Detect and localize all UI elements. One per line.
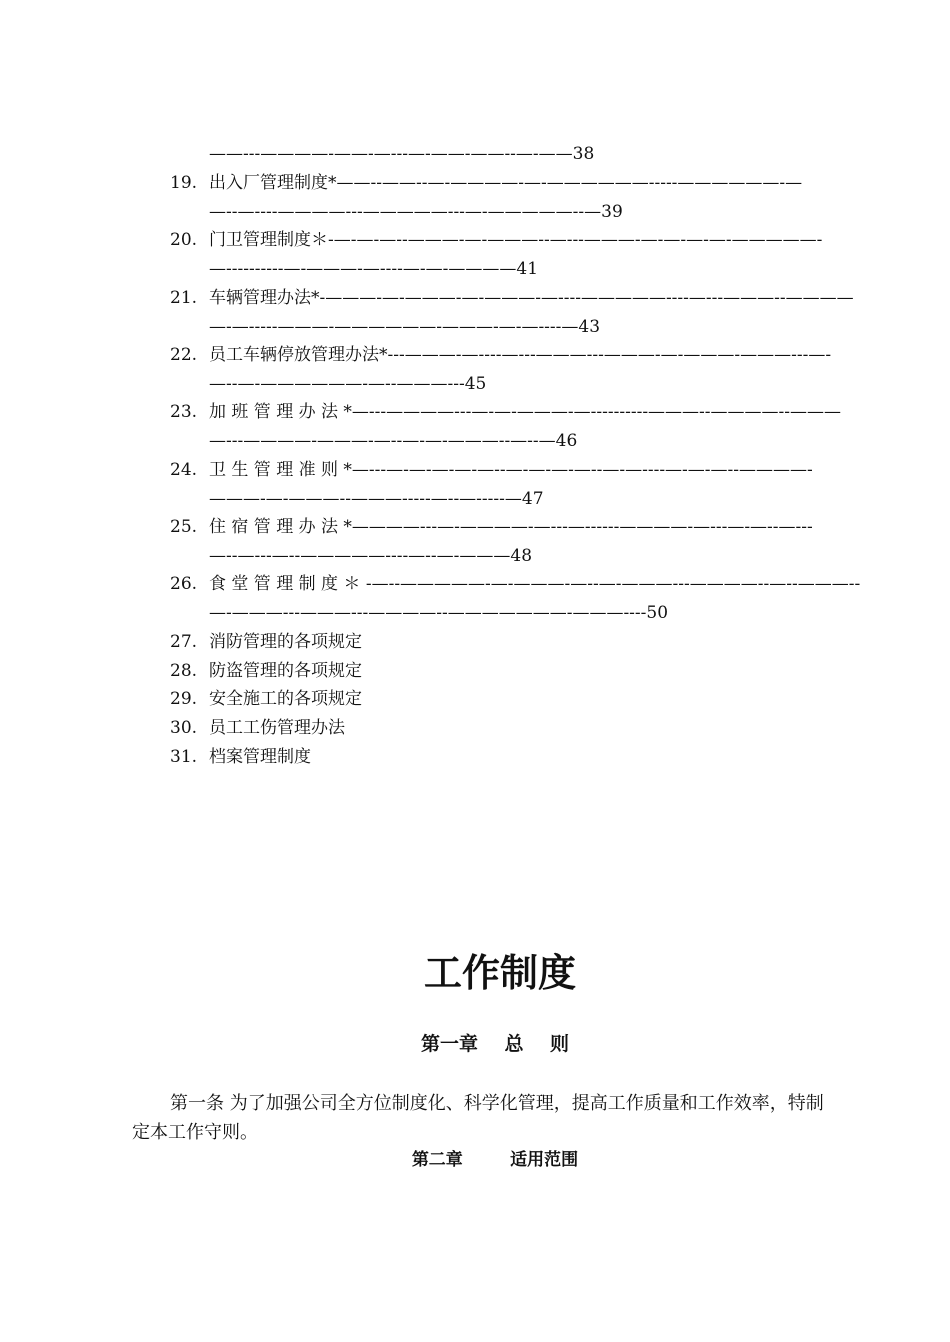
toc-continuation-line (209, 143, 594, 165)
toc-item-text: 消防管理的各项规定 (209, 632, 362, 652)
toc-item-page-leader: —---————-———-—--—-—-———--—--—46 (209, 431, 578, 451)
toc-item-text: 加 班 管 理 办 法 *—---————---—-—-———-—----------———--————--——— (209, 402, 842, 422)
document-title: 工作制度 (423, 951, 576, 995)
toc-item-page-leader: —--—-——————-—--———---45 (209, 374, 487, 394)
toc-item-number: 30. (170, 718, 198, 738)
toc-item-page-leader: —--—---—--—————----—--—-———48 (209, 546, 533, 566)
toc-item-number: 21. (170, 288, 198, 308)
toc-item-number: 26. (170, 574, 198, 594)
toc-item-number: 25. (170, 517, 198, 537)
toc-item-number: 24. (170, 460, 198, 480)
toc-item-number: 19. (170, 173, 198, 193)
article-1-paragraph: 第一条 为了加强公司全方位制度化、科学化管理，提高工作质量和工作效率，特制定本工作守则。 (132, 1093, 824, 1143)
toc-item-number: 23. (170, 402, 198, 422)
toc-item-text: 门卫管理制度＊-—-—-—--———-—-———--—---———-—-—-—-—-—————- (209, 230, 823, 250)
toc-item-text: 防盗管理的各项规定 (209, 661, 362, 681)
toc-item-text: 卫 生 管 理 准 则 *—---—-—-—-—-—--—-—-—-—--—-—----—-—-—--————- (209, 460, 813, 480)
toc-item-text: 员工工伤管理办法 (209, 718, 345, 738)
toc-item-text: 出入厂管理制度*——--——--—-————-—-——————-----——————-— (209, 173, 803, 193)
toc-item-number: 27. (170, 632, 198, 652)
toc-item-page-leader: —-—-----———-——————-———-—-—----—43 (209, 317, 601, 337)
toc-item-text: 食 堂 管 理 制 度 ＊ -—--—————-—-———-—--—-———---————--—--———-- (209, 574, 861, 594)
toc-item-number: 31. (170, 747, 198, 767)
toc-item-page-leader: —--—----————---—————---—-—————--—39 (209, 202, 623, 222)
chapter-2-heading: 第二章 适用范围 (411, 1150, 579, 1170)
chapter-1-heading: 第一章 总 则 (421, 1033, 569, 1055)
toc-item-text: 安全施工的各项规定 (209, 689, 362, 709)
toc-item-text: 档案管理制度 (209, 747, 311, 767)
toc-item-number: 20. (170, 230, 198, 250)
toc-item-text: 员工车辆停放管理办法*---———-—----—---———---———-—-———-———---—- (209, 345, 832, 365)
toc-item-number: 22. (170, 345, 198, 365)
toc-item-number: 29. (170, 689, 198, 709)
toc-lead-line-text: ——---————-——-—---—-——-——--—-——38 (209, 144, 595, 164)
toc-item-page-leader: —-———---———---————--———————-———----50 (209, 603, 669, 623)
toc-item-page-leader: —----------—-———-—----—-—-————41 (209, 259, 539, 279)
toc-item-text: 车辆管理办法*-———-—-———-—-———-—----—————----—---———--———— (209, 288, 854, 308)
toc-item-text: 住 宿 管 理 办 法 *————---—-————-—---—------————-—---—-—--—--- (209, 517, 813, 537)
toc-item-number: 28. (170, 661, 198, 681)
toc-item-page-leader: ———-—-———--———-----—--—-----—47 (209, 489, 544, 509)
